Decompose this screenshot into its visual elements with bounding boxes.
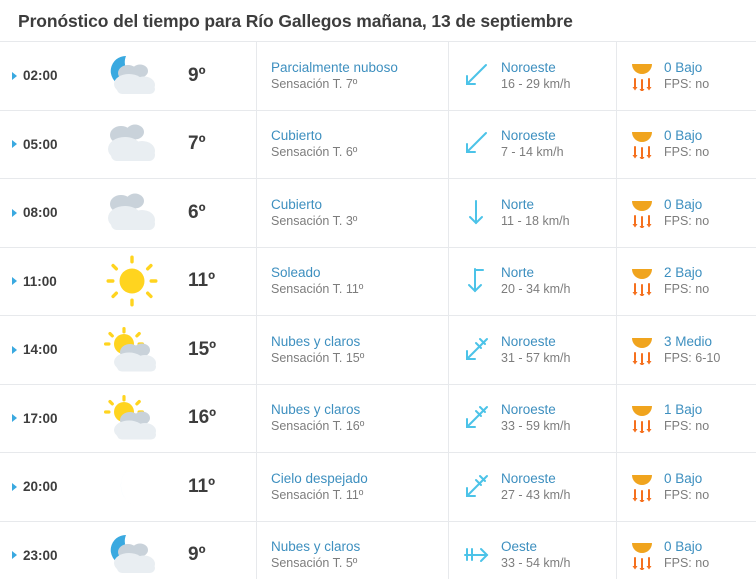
cloudy-icon [86,179,178,247]
condition-cell [256,179,448,247]
time-label: 08:00 [23,205,58,221]
time-label: 14:00 [23,342,58,358]
temperature-cell [178,42,256,110]
sun-partly-cloudy-icon [86,316,178,384]
time-label: 02:00 [23,68,58,84]
uv-fps-label: FPS: 6-10 [664,350,721,365]
wind-arrow-east-barbs-icon [461,540,491,570]
uv-text [664,538,709,572]
feels-like-label: Sensación T. 15º [271,350,365,365]
uv-sun-icon [629,540,655,570]
wind-speed-label: 31 - 57 km/h [501,350,571,365]
feels-like-label: Sensación T. 5º [271,556,358,571]
feels-like-label: Sensación T. 6º [271,145,358,160]
chevron-right-icon[interactable] [12,346,17,354]
wind-cell [448,248,616,316]
wind-cell [448,179,616,247]
uv-text [664,264,709,298]
uv-text [664,127,709,161]
hourly-forecast-list [0,41,756,579]
moon-partly-cloudy-icon [86,522,178,579]
uv-index-label: 2 Bajo [664,265,703,281]
time-label: 20:00 [23,479,58,495]
wind-direction-label: Noroeste [501,59,556,75]
forecast-row-time-cell[interactable] [0,453,86,521]
wind-direction-label: Noroeste [501,128,556,144]
uv-text [664,59,709,93]
forecast-row-time-cell[interactable] [0,522,86,579]
temperature-value: 16º [188,407,217,429]
uv-cell [616,522,756,579]
temperature-value: 9º [188,64,206,86]
wind-direction-label: Noroeste [501,402,556,418]
uv-cell [616,248,756,316]
uv-fps-label: FPS: no [664,556,710,571]
uv-sun-icon [629,61,655,91]
uv-index-label: 0 Bajo [664,128,703,144]
uv-index-label: 0 Bajo [664,539,703,555]
condition-label: Nubes y claros [271,539,361,555]
uv-sun-icon [629,266,655,296]
wind-text [501,538,570,572]
uv-fps-label: FPS: no [664,145,710,160]
feels-like-label: Sensación T. 16º [271,419,365,434]
chevron-right-icon[interactable] [12,551,17,559]
uv-cell [616,385,756,453]
uv-sun-icon [629,198,655,228]
wind-arrow-southeast-barbs-icon [461,472,491,502]
condition-label: Nubes y claros [271,402,361,418]
temperature-cell [178,179,256,247]
wind-arrow-south-flag-icon [461,266,491,296]
uv-fps-label: FPS: no [664,282,710,297]
uv-cell [616,179,756,247]
time-label: 17:00 [23,410,58,426]
forecast-row[interactable] [0,110,756,179]
forecast-row[interactable] [0,315,756,384]
wind-text [501,264,570,298]
wind-cell [448,385,616,453]
forecast-row[interactable] [0,521,756,579]
uv-cell [616,111,756,179]
temperature-cell [178,385,256,453]
wind-speed-label: 16 - 29 km/h [501,76,571,91]
wind-cell [448,316,616,384]
wind-text [501,401,570,435]
forecast-row[interactable] [0,41,756,110]
chevron-right-icon[interactable] [12,277,17,285]
uv-text [664,196,709,230]
wind-text [501,196,570,230]
feels-like-label: Sensación T. 11º [271,282,364,297]
wind-direction-label: Noroeste [501,470,556,486]
condition-cell [256,316,448,384]
uv-sun-icon [629,335,655,365]
temperature-value: 11º [188,475,216,497]
uv-index-label: 0 Bajo [664,196,703,212]
feels-like-label: Sensación T. 3º [271,213,358,228]
chevron-right-icon[interactable] [12,72,17,80]
uv-sun-icon [629,472,655,502]
uv-fps-label: FPS: no [664,76,710,91]
temperature-cell [178,316,256,384]
uv-text [664,333,720,367]
wind-speed-label: 33 - 54 km/h [501,556,571,571]
uv-index-label: 0 Bajo [664,470,703,486]
chevron-right-icon[interactable] [12,140,17,148]
page-title: Pronóstico del tiempo para Río Gallegos mañana, 13 de septiembre [18,11,573,31]
feels-like-label: Sensación T. 7º [271,76,358,91]
condition-cell [256,453,448,521]
wind-arrow-southeast-barbs-icon [461,335,491,365]
forecast-row-time-cell[interactable] [0,179,86,247]
wind-text [501,127,564,161]
condition-cell [256,248,448,316]
wind-speed-label: 7 - 14 km/h [501,145,564,160]
forecast-row[interactable] [0,247,756,316]
uv-sun-icon [629,403,655,433]
uv-index-label: 1 Bajo [664,402,703,418]
wind-cell [448,111,616,179]
uv-index-label: 0 Bajo [664,59,703,75]
wind-direction-label: Norte [501,265,535,281]
forecast-row-time-cell[interactable] [0,111,86,179]
sun-icon [86,248,178,316]
uv-text [664,470,709,504]
condition-cell [256,385,448,453]
wind-cell [448,522,616,579]
wind-direction-label: Noroeste [501,333,556,349]
wind-arrow-south-icon [461,198,491,228]
uv-index-label: 3 Medio [664,333,713,349]
time-label: 11:00 [23,273,57,289]
uv-cell [616,453,756,521]
condition-label: Cubierto [271,196,323,212]
uv-text [664,401,709,435]
wind-arrow-southeast-icon [461,61,491,91]
forecast-row-time-cell[interactable] [0,385,86,453]
forecast-row[interactable] [0,178,756,247]
time-label: 23:00 [23,547,58,563]
condition-cell [256,111,448,179]
temperature-value: 7º [188,133,206,155]
condition-label: Cielo despejado [271,470,368,486]
temperature-value: 6º [188,201,206,223]
temperature-cell [178,111,256,179]
condition-cell [256,522,448,579]
time-label: 05:00 [23,136,58,152]
sun-partly-cloudy-icon [86,385,178,453]
chevron-right-icon[interactable] [12,209,17,217]
wind-speed-label: 11 - 18 km/h [501,213,570,228]
temperature-value: 11º [188,270,216,292]
chevron-right-icon[interactable] [12,483,17,491]
wind-direction-label: Norte [501,196,535,212]
wind-text [501,59,570,93]
condition-label: Cubierto [271,128,323,144]
temperature-cell [178,248,256,316]
temperature-cell [178,522,256,579]
cloudy-icon [86,111,178,179]
moon-icon [86,453,178,521]
forecast-row[interactable] [0,452,756,521]
condition-cell [256,42,448,110]
uv-fps-label: FPS: no [664,487,710,502]
moon-partly-cloudy-icon [86,42,178,110]
wind-speed-label: 33 - 59 km/h [501,419,571,434]
forecast-row-time-cell[interactable] [0,248,86,316]
temperature-cell [178,453,256,521]
wind-speed-label: 20 - 34 km/h [501,282,571,297]
condition-label: Soleado [271,265,321,281]
forecast-row-time-cell[interactable] [0,42,86,110]
uv-cell [616,42,756,110]
wind-speed-label: 27 - 43 km/h [501,487,571,502]
wind-cell [448,42,616,110]
uv-fps-label: FPS: no [664,213,710,228]
wind-text [501,470,570,504]
forecast-row[interactable] [0,384,756,453]
uv-sun-icon [629,129,655,159]
wind-cell [448,453,616,521]
forecast-row-time-cell[interactable] [0,316,86,384]
wind-arrow-southeast-barbs-icon [461,403,491,433]
feels-like-label: Sensación T. 11º [271,487,364,502]
condition-label: Nubes y claros [271,333,361,349]
wind-text [501,333,570,367]
temperature-value: 15º [188,338,217,360]
uv-cell [616,316,756,384]
wind-arrow-southeast-icon [461,129,491,159]
uv-fps-label: FPS: no [664,419,710,434]
temperature-value: 9º [188,544,206,566]
condition-label: Parcialmente nuboso [271,59,398,75]
wind-direction-label: Oeste [501,539,538,555]
chevron-right-icon[interactable] [12,414,17,422]
